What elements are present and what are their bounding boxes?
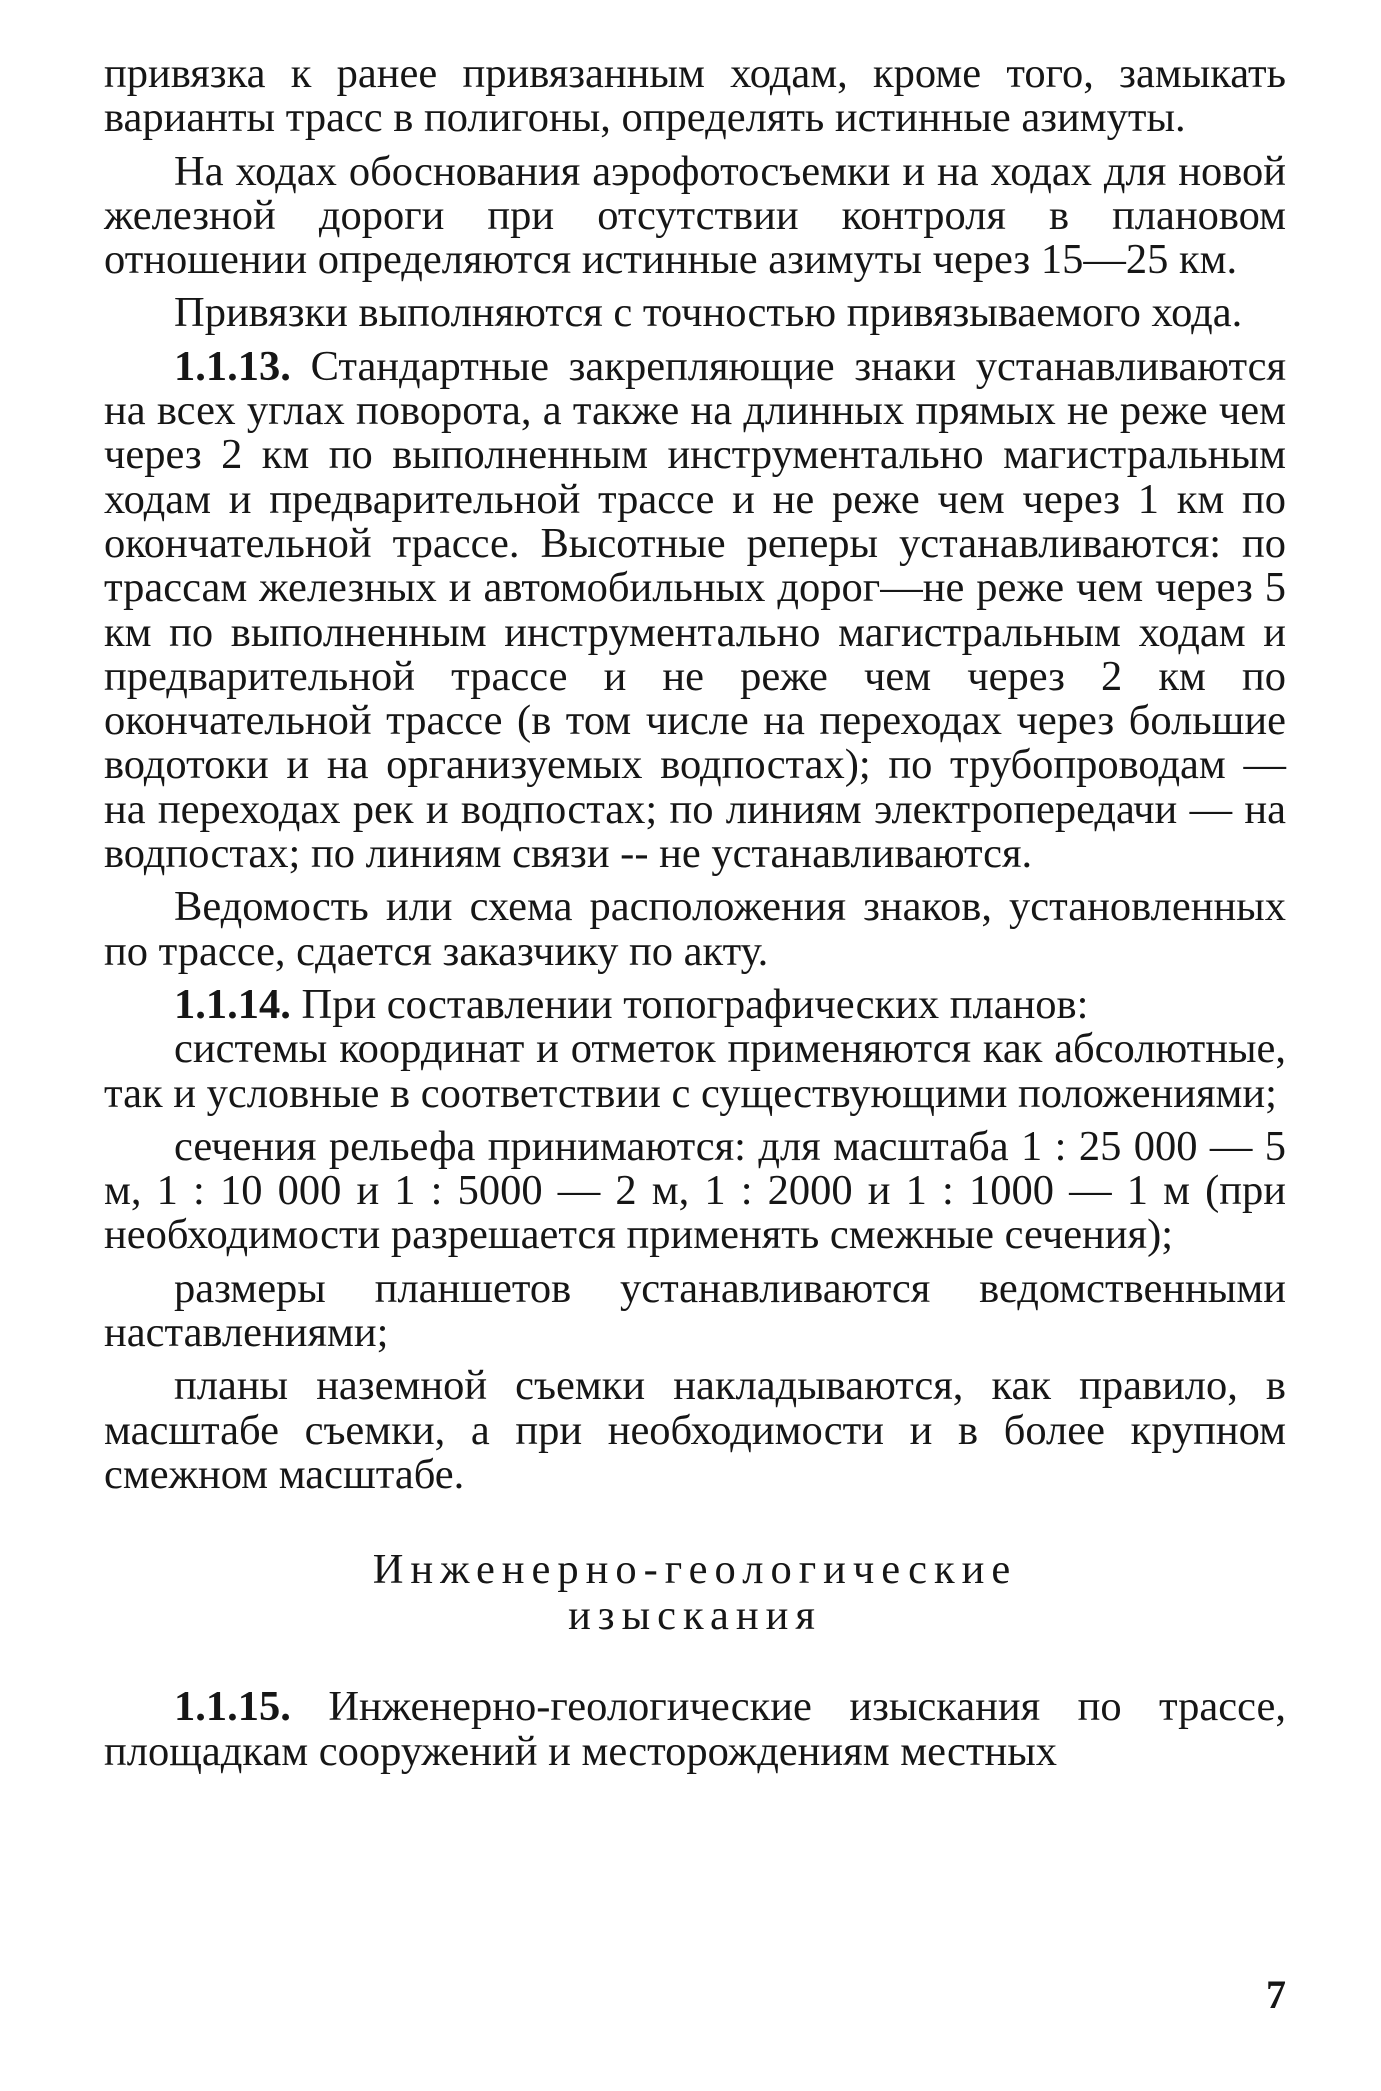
page-body bbox=[104, 52, 1286, 1774]
clause-text: Стандартные закрепляющие знаки устанавливаются на всех углах поворота, а также на длинных прямых не реже чем через 2 км по выполненным инструментально магистральным ходам и предварительной трассе и не реже чем через 1 км по окончательной трассе. Высотные реперы устанавливаются: по трассам железных и автомобильных дорог—не реже чем через 5 км по выполненным инструментально магистральным ходам и предварительной трассе и не реже чем через 2 км по окончательной трассе (в том числе на переходах через большие водотоки и на организуемых водпостах); по трубопроводам — на переходах рек и водпостах; по линиям электропередачи — на водпостах; по линиям связи -- не устанавливаются. bbox=[104, 342, 1286, 878]
paragraph-10: планы наземной съемки накладываются, как правило, в масштабе съемки, а при необходимости и в более крупном смежном масштабе. bbox=[104, 1362, 1286, 1498]
section-heading bbox=[104, 1547, 1286, 1639]
paragraph-6 bbox=[104, 980, 1286, 1028]
heading-line-2: изыскания bbox=[568, 1592, 822, 1640]
paragraph-2: На ходах обоснования аэрофотосъемки и на ходах для новой железной дороги при отсутствии контроля в плановом отношении определяются истинные азимуты через 15—25 км. bbox=[104, 147, 1286, 284]
page-number: 7 bbox=[1266, 1972, 1286, 2017]
paragraph-9: размеры планшетов устанавливаются ведомственными наставлениями; bbox=[104, 1264, 1286, 1357]
paragraph-8: сечения рельефа принимаются: для масштаба 1 : 25 000 — 5 м, 1 : 10 000 и 1 : 5000 — 2 м, 1 : 2000 и 1 : 1000 — 1 м (при необходимости разрешается применять смежные сечения); bbox=[104, 1122, 1286, 1259]
paragraph-5: Ведомость или схема расположения знаков, установленных по трассе, сдается заказчику по акту. bbox=[104, 883, 1286, 975]
clause-number: 1.1.15. bbox=[174, 1683, 291, 1731]
paragraph-7: системы координат и отметок применяются как абсолютные, так и условные в соответствии с существующими положениями; bbox=[104, 1025, 1286, 1117]
paragraph-3: Привязки выполняются с точностью привязываемого хода. bbox=[174, 289, 1243, 337]
paragraph-11 bbox=[104, 1685, 1286, 1774]
clause-text: При составлении топографических планов: bbox=[301, 980, 1089, 1028]
clause-text: Инженерно-геологические изыскания по трассе, площадкам сооружений и месторождениям местных bbox=[104, 1683, 1286, 1775]
paragraph-4 bbox=[104, 342, 1286, 878]
heading-line-1: Инженерно-геологические bbox=[372, 1546, 1018, 1594]
clause-number: 1.1.14. bbox=[174, 980, 291, 1028]
paragraph-1: привязка к ранее привязанным ходам, кроме того, замыкать варианты трасс в полигоны, определять истинные азимуты. bbox=[104, 50, 1286, 142]
clause-number: 1.1.13. bbox=[174, 342, 291, 390]
